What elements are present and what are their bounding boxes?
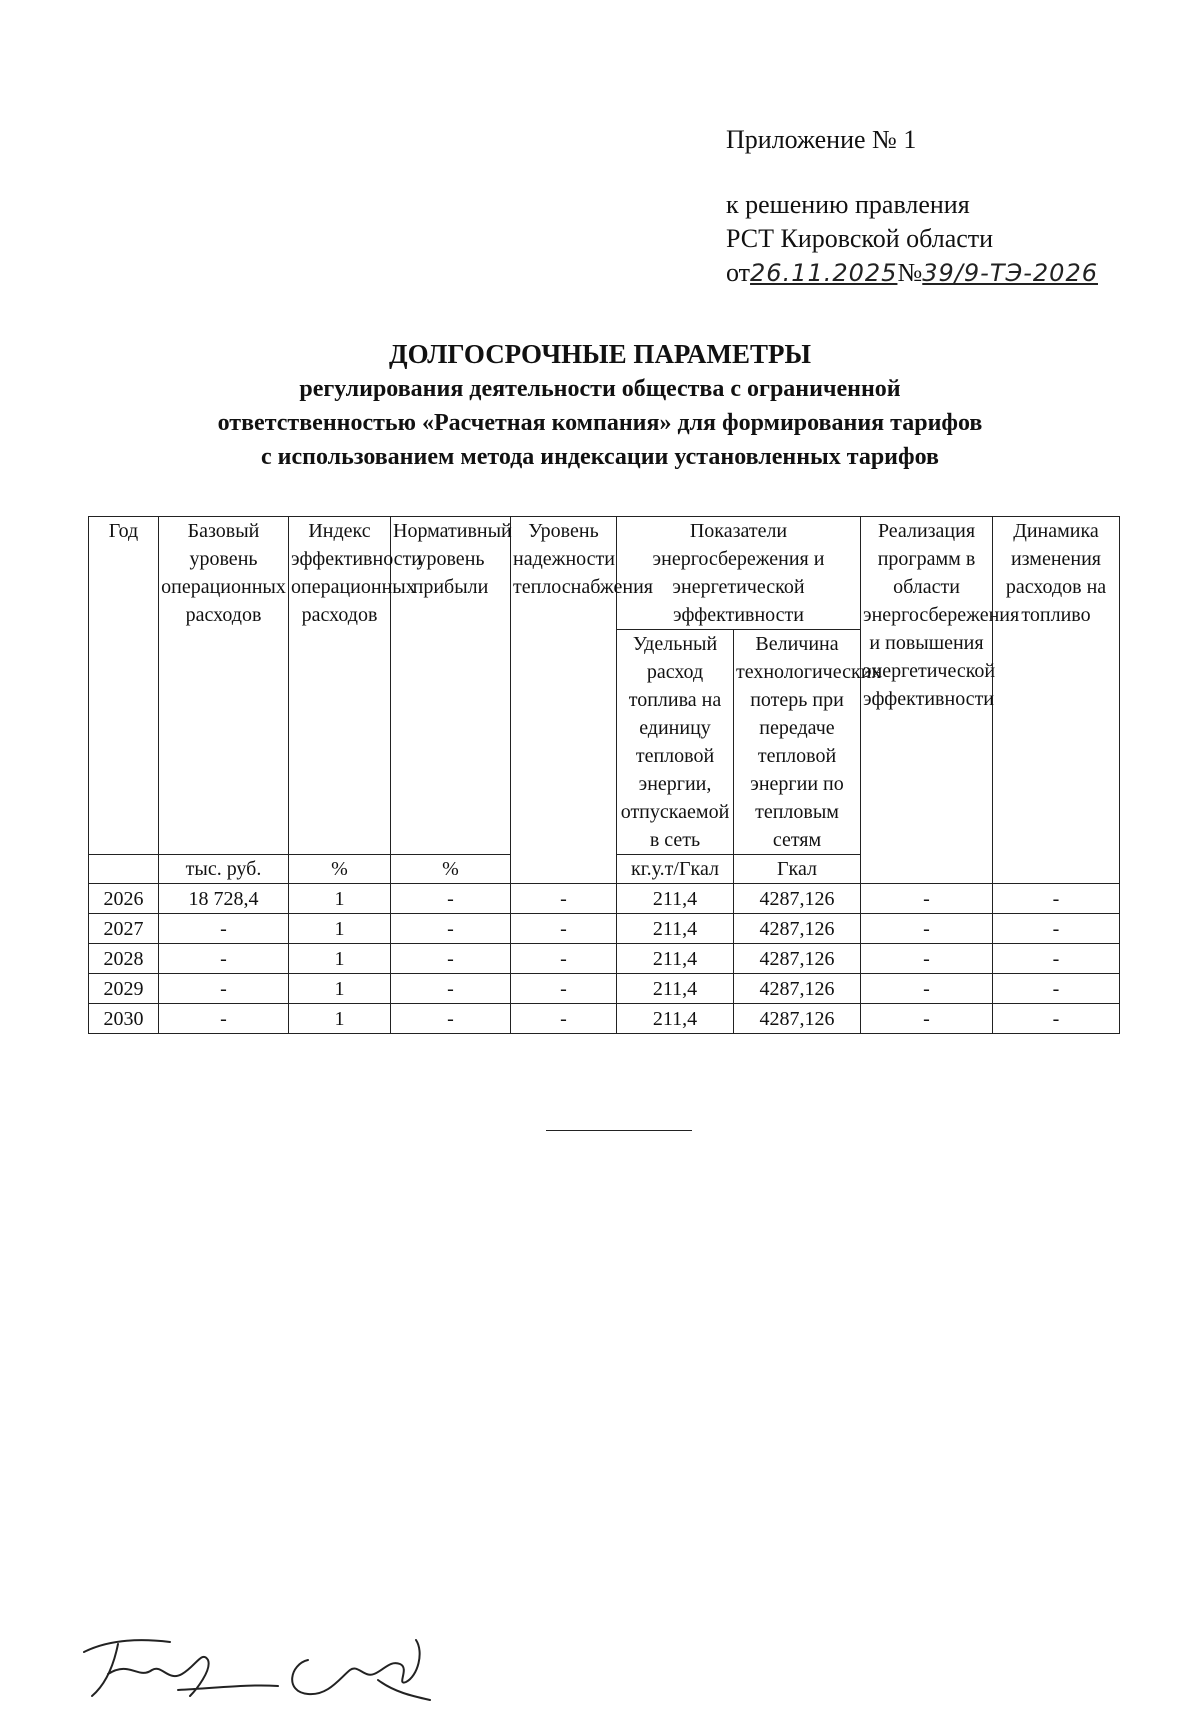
cell-year: 2026 <box>89 884 159 914</box>
header-year: Год <box>89 517 159 855</box>
table-row <box>89 1004 1120 1034</box>
handwritten-signature <box>78 1630 438 1710</box>
unit-tech-losses: Гкал <box>734 855 861 884</box>
cell-tech-losses: 4287,126 <box>734 1004 861 1034</box>
title-main: ДОЛГОСРОЧНЫЕ ПАРАМЕТРЫ <box>389 339 811 369</box>
unit-profit-norm: % <box>391 855 511 884</box>
header-fuel-dynamics: Динамика изменения расходов на топливо <box>993 517 1120 884</box>
header-profit-norm: Нормативный уровень прибыли <box>391 517 511 855</box>
cell-year: 2029 <box>89 974 159 1004</box>
cell-year: 2030 <box>89 1004 159 1034</box>
cell-tech-losses: 4287,126 <box>734 944 861 974</box>
header-base-opex: Базовый уровень операционных расходов <box>159 517 289 855</box>
header-reliability: Уровень надежности теплоснабжения <box>511 517 617 884</box>
parameters-table <box>88 516 1120 1034</box>
header-fuel-rate: Удельный расход топлива на единицу тепловой энергии, отпускаемой в сеть <box>617 630 734 855</box>
cell-fuel-rate: 211,4 <box>617 944 734 974</box>
cell-programs: - <box>861 1004 993 1034</box>
document-title <box>0 336 1200 474</box>
unit-fuel-rate: кг.у.т/Гкал <box>617 855 734 884</box>
decision-number: 39/9-ТЭ-2026 <box>922 259 1098 287</box>
cell-base-opex: - <box>159 1004 289 1034</box>
cell-fuel-rate: 211,4 <box>617 914 734 944</box>
cell-efficiency-index: 1 <box>289 884 391 914</box>
cell-tech-losses: 4287,126 <box>734 914 861 944</box>
cell-tech-losses: 4287,126 <box>734 884 861 914</box>
cell-efficiency-index: 1 <box>289 974 391 1004</box>
table-row <box>89 884 1120 914</box>
cell-profit-norm: - <box>391 884 511 914</box>
decision-line-2: РСТ Кировской области <box>726 224 994 253</box>
cell-fuel-dynamics: - <box>993 974 1120 1004</box>
header-tech-losses: Величина технологических потерь при передаче тепловой энергии по тепловым сетям <box>734 630 861 855</box>
decision-date-number-line <box>726 256 1098 290</box>
cell-base-opex: 18 728,4 <box>159 884 289 914</box>
cell-base-opex: - <box>159 974 289 1004</box>
cell-base-opex: - <box>159 914 289 944</box>
unit-efficiency-index: % <box>289 855 391 884</box>
cell-fuel-rate: 211,4 <box>617 884 734 914</box>
decision-line-1: к решению правления <box>726 190 970 219</box>
cell-fuel-rate: 211,4 <box>617 1004 734 1034</box>
title-line-3: с использованием метода индексации установленных тарифов <box>261 444 939 470</box>
cell-year: 2027 <box>89 914 159 944</box>
header-energy-saving-group: Показатели энергосбережения и энергетической эффективности <box>617 517 861 630</box>
appendix-label: Приложение № 1 <box>726 125 917 154</box>
cell-reliability: - <box>511 1004 617 1034</box>
table-row <box>89 974 1120 1004</box>
cell-reliability: - <box>511 884 617 914</box>
cell-profit-norm: - <box>391 974 511 1004</box>
cell-base-opex: - <box>159 944 289 974</box>
cell-year: 2028 <box>89 944 159 974</box>
cell-efficiency-index: 1 <box>289 914 391 944</box>
title-line-1: регулирования деятельности общества с ограниченной <box>299 376 901 402</box>
table-row <box>89 944 1120 974</box>
unit-year <box>89 855 159 884</box>
cell-fuel-dynamics: - <box>993 914 1120 944</box>
title-line-2: ответственностью «Расчетная компания» для формирования тарифов <box>217 410 983 436</box>
header-efficiency-index: Индекс эффективности операционных расходов <box>289 517 391 855</box>
cell-programs: - <box>861 884 993 914</box>
decision-number-label: № <box>897 258 923 287</box>
cell-programs: - <box>861 914 993 944</box>
cell-tech-losses: 4287,126 <box>734 974 861 1004</box>
cell-fuel-dynamics: - <box>993 884 1120 914</box>
cell-programs: - <box>861 944 993 974</box>
unit-base-opex: тыс. руб. <box>159 855 289 884</box>
decision-date: 26.11.2025 <box>750 259 898 287</box>
header-programs: Реализация программ в области энергосбережения и повышения энергетической эффективности <box>861 517 993 884</box>
cell-reliability: - <box>511 914 617 944</box>
table-row <box>89 914 1120 944</box>
cell-reliability: - <box>511 974 617 1004</box>
cell-profit-norm: - <box>391 1004 511 1034</box>
cell-profit-norm: - <box>391 944 511 974</box>
separator-line <box>546 1130 692 1131</box>
cell-efficiency-index: 1 <box>289 1004 391 1034</box>
decision-from-label: от <box>726 258 751 287</box>
cell-programs: - <box>861 974 993 1004</box>
decision-reference <box>726 188 1098 290</box>
cell-fuel-dynamics: - <box>993 944 1120 974</box>
cell-fuel-dynamics: - <box>993 1004 1120 1034</box>
cell-reliability: - <box>511 944 617 974</box>
cell-efficiency-index: 1 <box>289 944 391 974</box>
cell-profit-norm: - <box>391 914 511 944</box>
cell-fuel-rate: 211,4 <box>617 974 734 1004</box>
